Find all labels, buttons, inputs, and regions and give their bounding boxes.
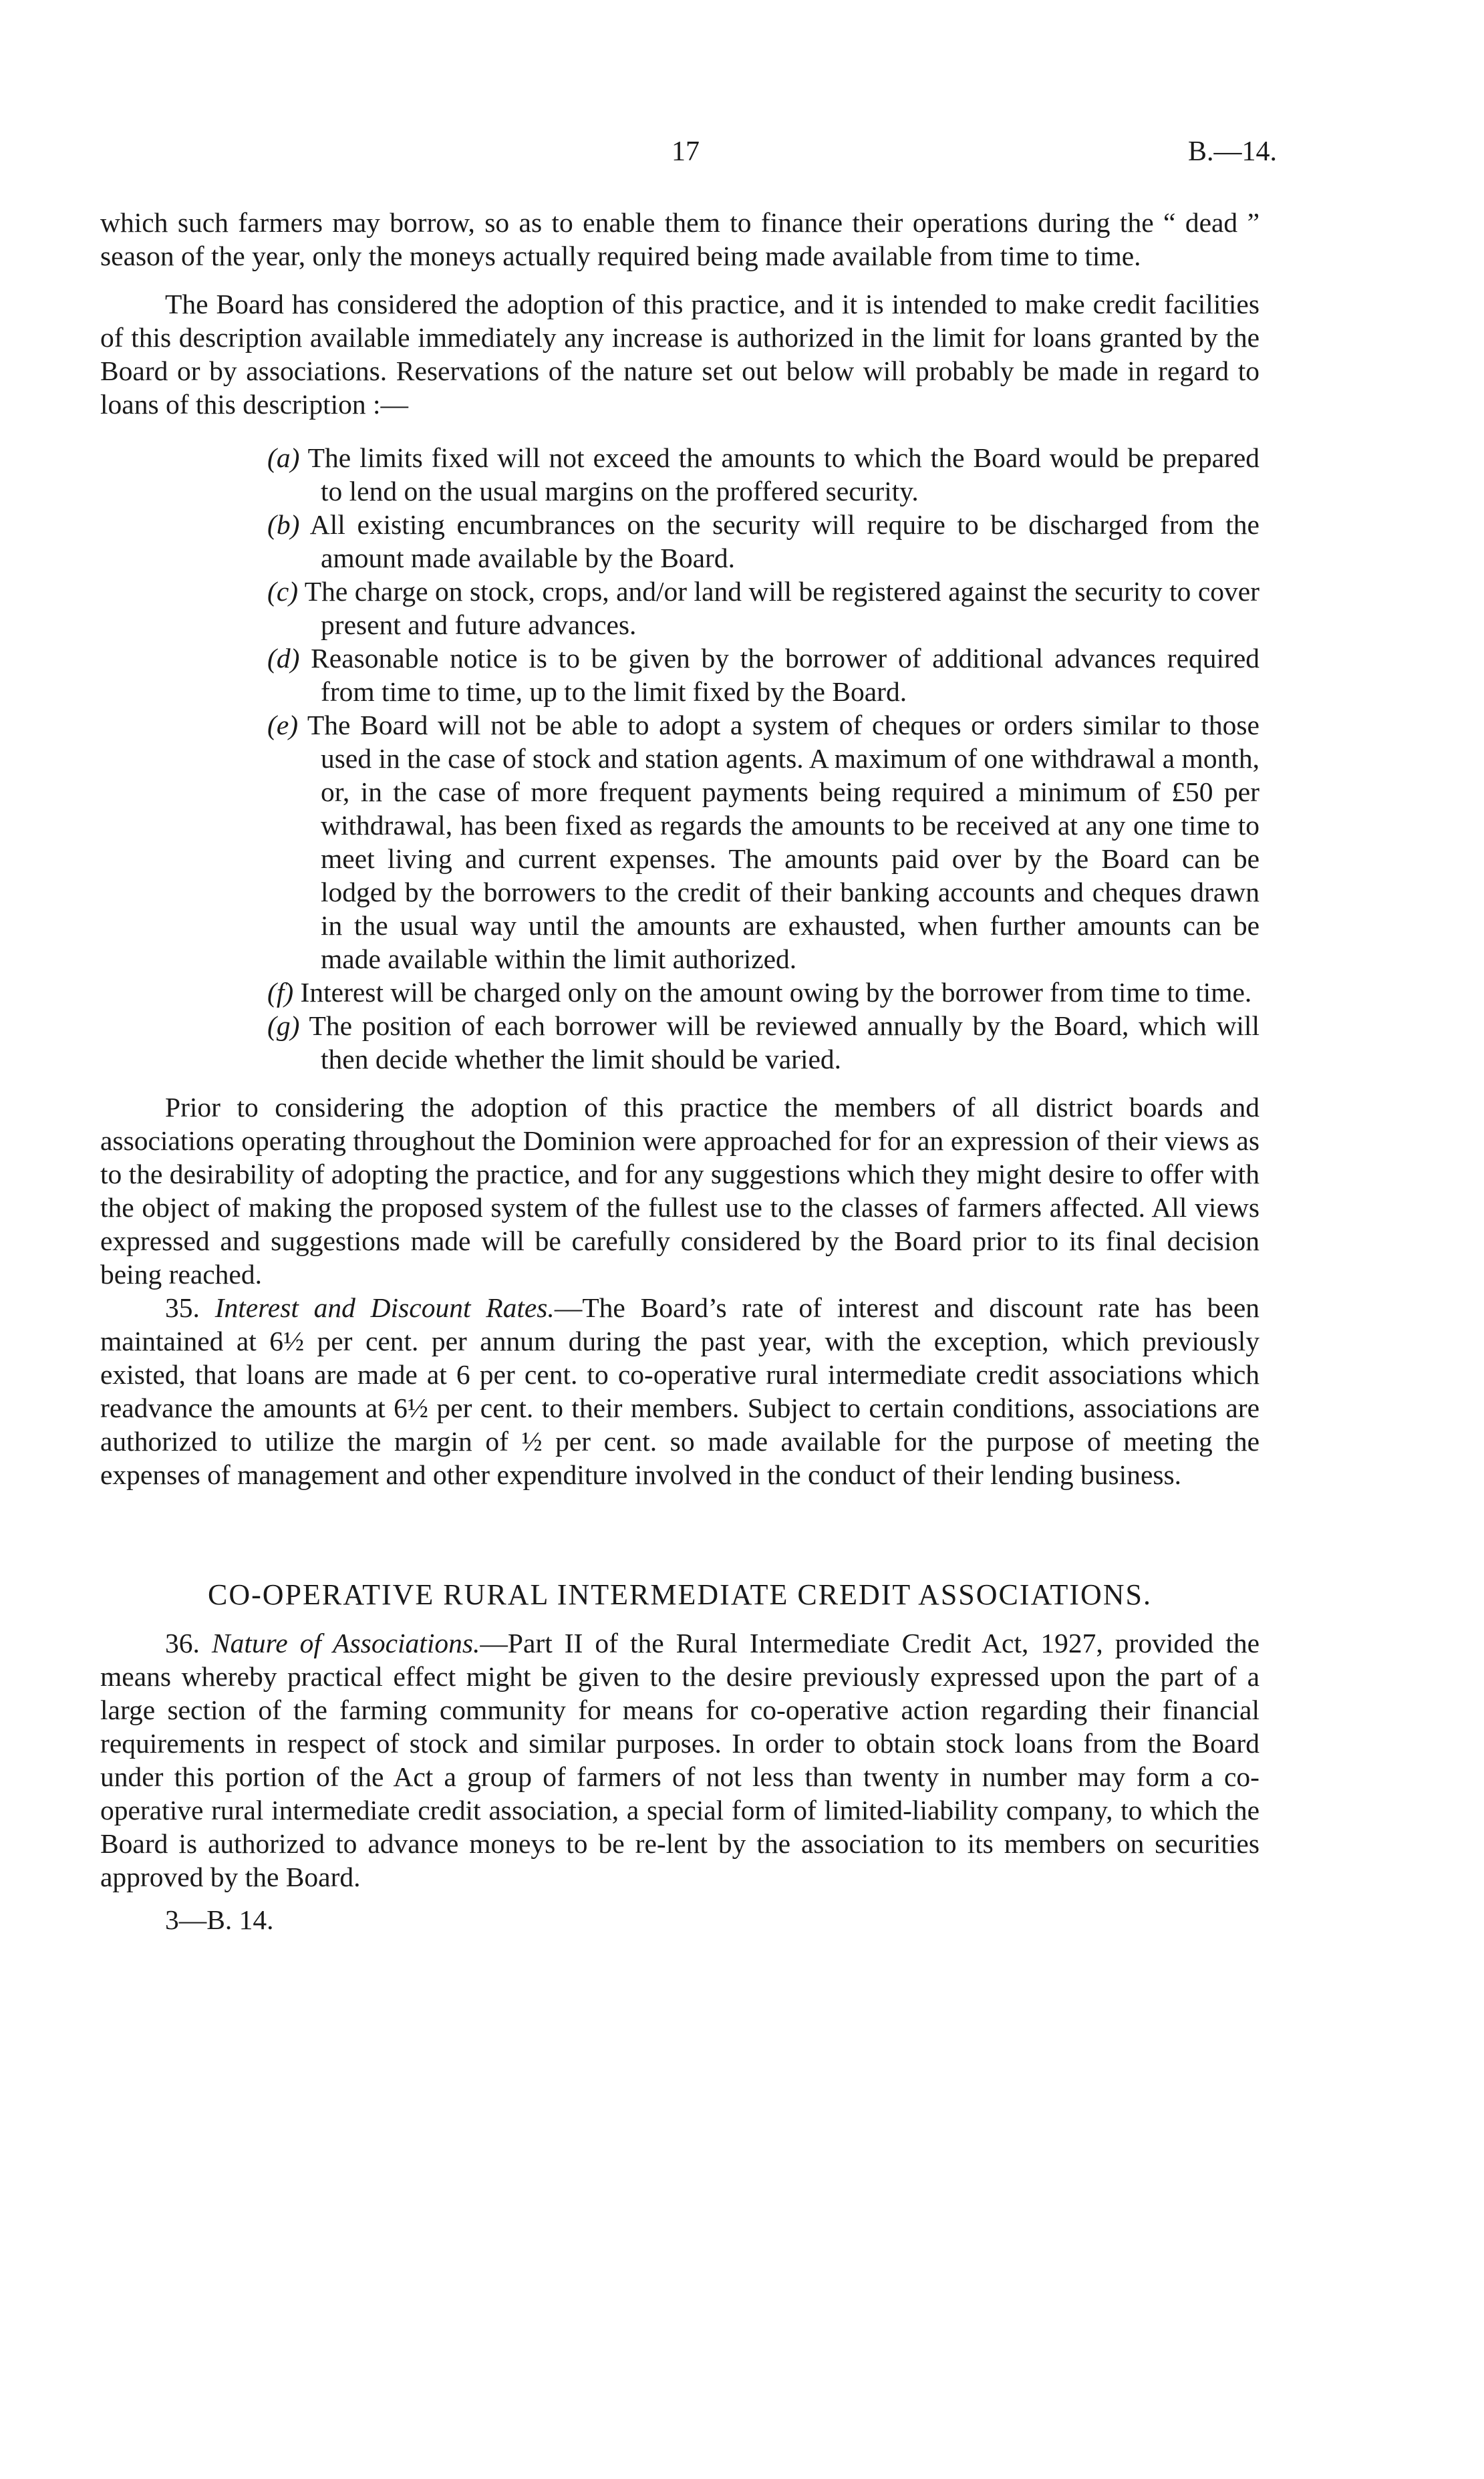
reservation-text: Interest will be charged only on the amount owing by the borrower from time to time. xyxy=(300,977,1252,1008)
section-35-number: 35. xyxy=(165,1292,200,1323)
reservation-item xyxy=(100,575,1259,641)
reservation-text: All existing encumbrances on the security will require to be discharged from the amount made available by the Board. xyxy=(309,509,1259,573)
reservation-item xyxy=(100,641,1259,708)
body-text xyxy=(100,206,1259,1936)
reservation-text: Reasonable notice is to be given by the borrower of additional advances required from time to time, up to the limit fixed by the Board. xyxy=(311,643,1260,707)
reservation-marker: (g) xyxy=(267,1010,300,1041)
reservation-item xyxy=(100,1009,1259,1076)
section-36-text: —Part II of the Rural Intermediate Credit Act, 1927, provided the means whereby practical effect might be given to the desire previously expressed upon the part of a large section of the farming community for means for co-operative action regarding their financial requirements in respect of stock and similar purposes. In order to obtain stock loans from the Board under this portion of the Act a group of farmers of not less than twenty in number may form a co-operative rural intermediate credit association, a special form of limited-liability company, to which the Board is authorized to advance moneys to be re-lent by the association to its members on securities approved by the Board. xyxy=(100,1628,1259,1892)
paragraph-prior-consideration: Prior to considering the adoption of this practice the members of all district boards and associations operating throughout the Dominion were approached for for an expression of their views as to the desirability of adopting the practice, and for any suggestions which they might desire to offer with the object of making the proposed system of the fullest use to the classes of farmers affected. All views expressed and suggestions made will be carefully considered by the Board prior to its final decision being reached. xyxy=(100,1092,1259,1290)
reservation-item xyxy=(100,976,1259,1009)
section-36-number: 36. xyxy=(165,1628,200,1658)
reservation-text: The charge on stock, crops, and/or land will be registered against the security to cover present and future advances. xyxy=(304,576,1259,640)
reservation-marker: (f) xyxy=(267,977,294,1008)
reservation-text: The position of each borrower will be reviewed annually by the Board, which will then decide whether the limit should be varied. xyxy=(309,1010,1259,1074)
reservation-marker: (b) xyxy=(267,509,300,540)
reservation-item xyxy=(100,508,1259,575)
reservation-marker: (d) xyxy=(267,643,300,674)
reservation-text: The limits fixed will not exceed the amounts to which the Board would be prepared to lend on the usual margins on the proffered security. xyxy=(307,442,1259,506)
reservation-marker: (e) xyxy=(267,710,299,740)
reservation-item xyxy=(100,708,1259,976)
reservations-list xyxy=(100,441,1259,1076)
section-35 xyxy=(100,1291,1259,1491)
reservation-item xyxy=(100,441,1259,508)
signature-reference: 3—B. 14. xyxy=(165,1904,274,1935)
paragraph-board-considered: The Board has considered the adoption of this practice, and it is intended to make credit facilities of this description available immediately any increase is authorized in the limit for loans granted by the Board or by associations. Reservations of the nature set out below will probably be made in regard to loans of this description :— xyxy=(100,289,1259,420)
section-heading: CO-OPERATIVE RURAL INTERMEDIATE CREDIT ASSOCIATIONS. xyxy=(207,1578,1153,1611)
reservation-marker: (c) xyxy=(267,576,299,607)
reservation-text: The Board will not be able to adopt a system of cheques or orders similar to those used in the case of stock and station agents. A maximum of one withdrawal a month, or, in the case of more frequent payments being required a minimum of £50 per withdrawal, has been fixed as regards the amounts to be received at any one time to meet living and current expenses. The amounts paid over by the Board can be lodged by the borrowers to the credit of their banking accounts and cheques drawn in the usual way until the amounts are exhausted, when further amounts can be made available within the limit authorized. xyxy=(307,710,1259,974)
section-35-text: —The Board’s rate of interest and discount rate has been maintained at 6½ per cent. per annum during the past year, with the exception, which previously existed, that loans are made at 6 per cent. to co-operative rural intermediate credit associations which readvance the amounts at 6½ per cent. to their members. Subject to certain conditions, associations are authorized to utilize the margin of ½ per cent. so made available for the purpose of meeting the expenses of management and other expenditure involved in the conduct of their lending business. xyxy=(100,1292,1260,1490)
section-36-title: Nature of Associations. xyxy=(211,1628,480,1658)
section-35-title: Interest and Discount Rates. xyxy=(214,1292,555,1323)
reservation-marker: (a) xyxy=(267,442,300,473)
paragraph-intro-continued: which such farmers may borrow, so as to enable them to finance their operations during the “ dead ” season of the year, only the moneys actually required being made available from time to time. xyxy=(100,207,1259,271)
page-number: 17 xyxy=(672,136,700,167)
section-36 xyxy=(100,1626,1259,1894)
document-reference: B.—14. xyxy=(1187,136,1277,167)
